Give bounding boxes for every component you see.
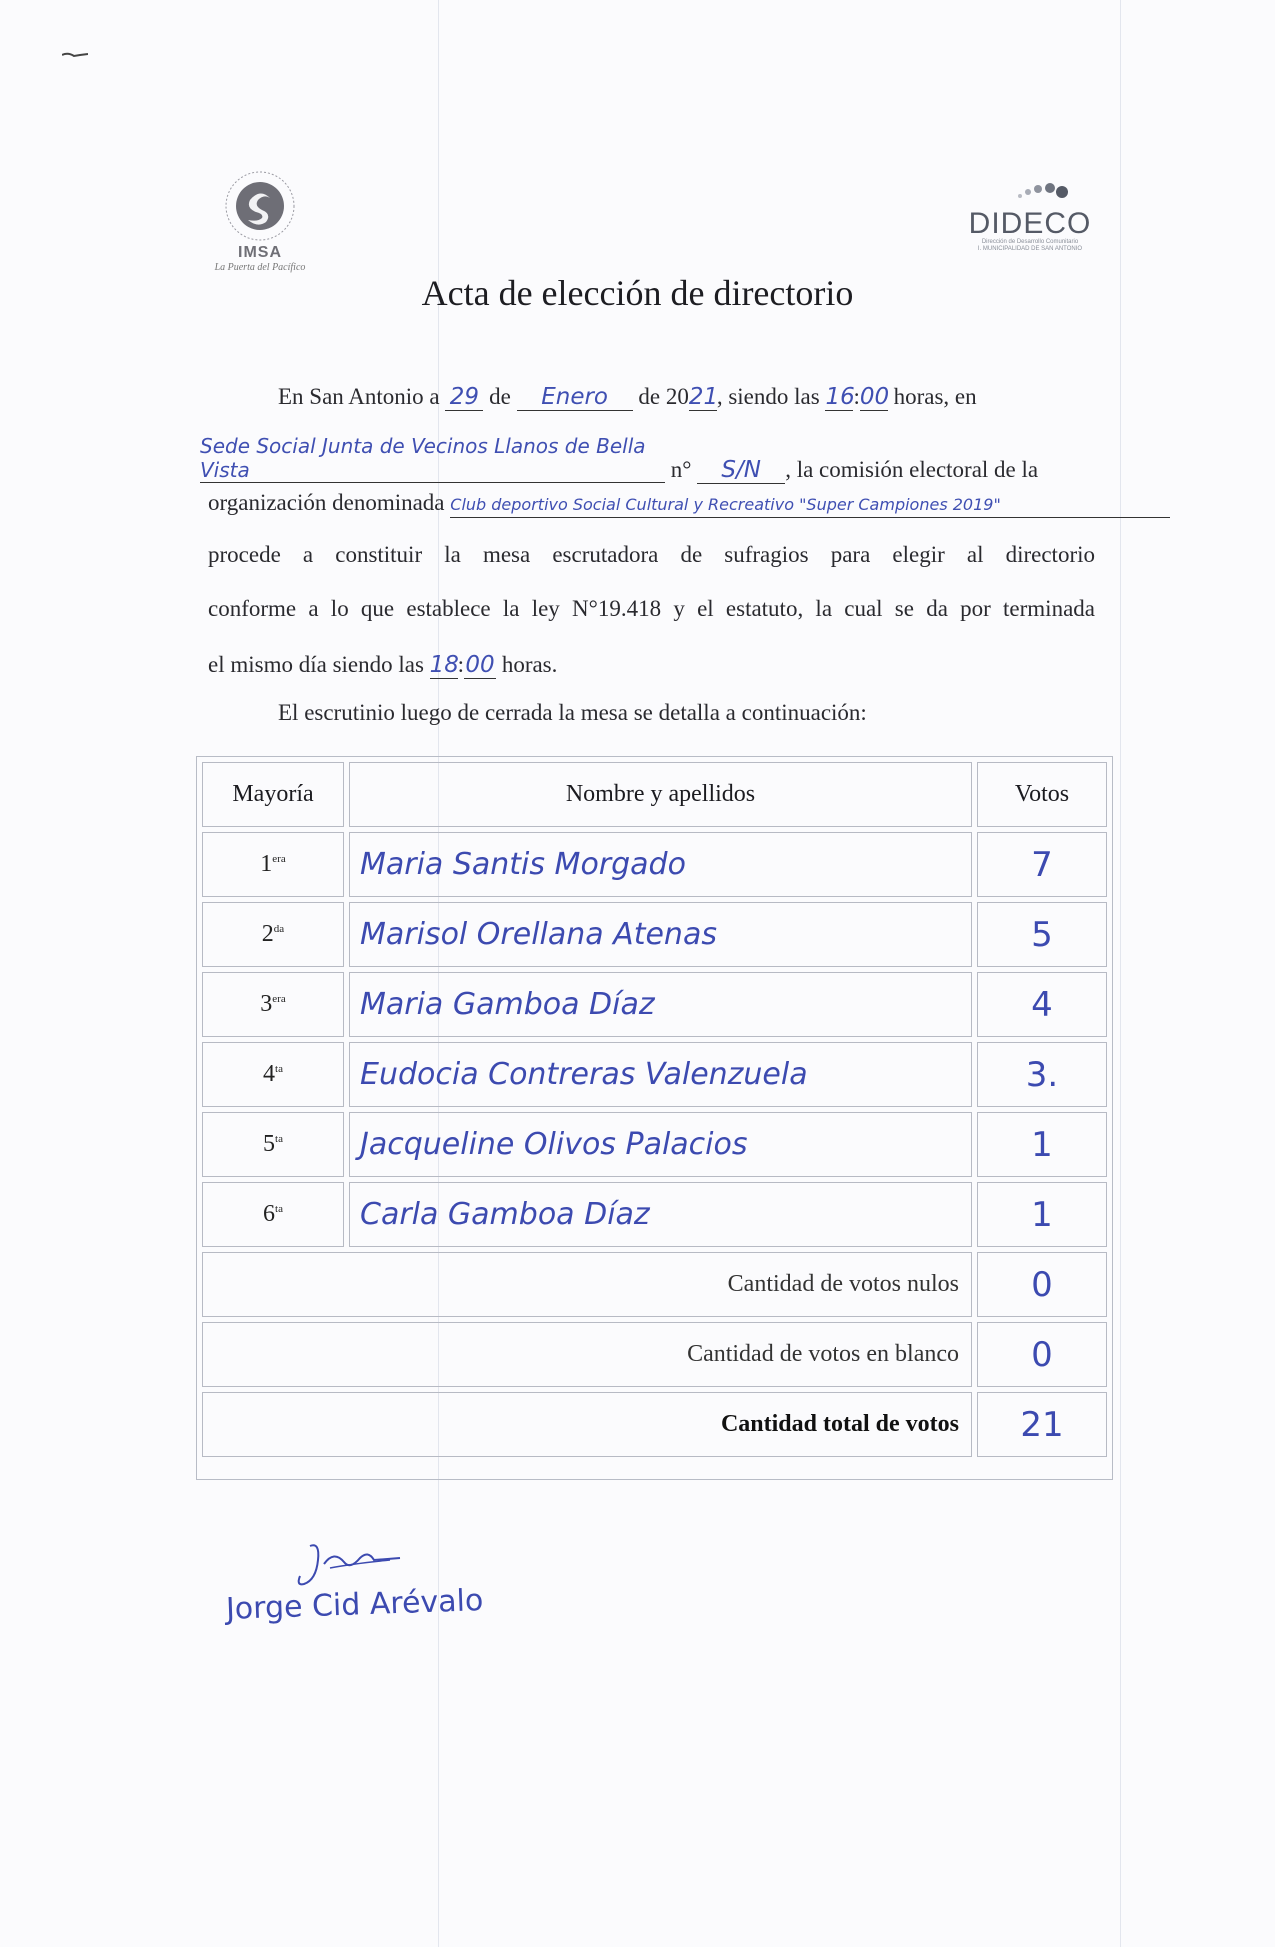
candidate-votes: 7 (977, 832, 1107, 897)
place-field: Sede Social Junta de Vecinos Llanos de Bella Vista (200, 434, 665, 483)
number-field: S/N (697, 457, 785, 484)
dideco-logo (968, 178, 1092, 253)
document-title: Acta de elección de directorio (421, 273, 854, 313)
text-horas-en: horas, en (893, 384, 977, 409)
text-numero: n° (670, 457, 692, 482)
day-field: 29 (445, 384, 483, 411)
rank-suffix: ta (275, 1133, 283, 1145)
imsa-name: IMSA (238, 244, 282, 261)
dideco-dots-icon (990, 178, 1070, 202)
rank-suffix: era (272, 853, 286, 865)
total-votes-row (202, 1392, 1107, 1457)
year-field: 21 (688, 384, 719, 410)
intro-line-4: procede a constituir la mesa escrutadora de sufragios para elegir al directorio (208, 542, 1095, 567)
table-row (202, 832, 1107, 897)
dideco-subtitle: Dirección de Desarrollo Comunitario (981, 239, 1079, 245)
table-header-row (202, 762, 1107, 827)
month-field: Enero (517, 384, 633, 411)
blank-votes-row (202, 1322, 1107, 1387)
candidate-votes: 1 (977, 1112, 1107, 1177)
text-horas: horas. (501, 652, 558, 677)
candidate-votes: 3. (977, 1042, 1107, 1107)
intro-line-1: En San Antonio a 29 de Enero de 2021, siendo las 16:00 horas, en (278, 384, 977, 410)
rank-number: 1 (260, 851, 273, 877)
table-row (202, 1042, 1107, 1107)
results-table (196, 756, 1113, 1480)
candidate-votes: 1 (977, 1182, 1107, 1247)
intro-line-2 (200, 434, 1095, 484)
signature-name: Jorge Cid Arévalo (225, 1583, 484, 1627)
text-de: de (489, 384, 511, 409)
organization-name-field: Club deportivo Social Cultural y Recreativo "Super Campiones 2019" (450, 493, 1170, 518)
rank-number: 3 (260, 991, 273, 1017)
text-comision: , la comisión electoral de la (785, 457, 1039, 482)
intro-line-7: El escrutinio luego de cerrada la mesa se detalla a continuación: (278, 700, 867, 725)
dideco-subtitle: I. MUNICIPALIDAD DE SAN ANTONIO (977, 246, 1083, 252)
null-votes-value: 0 (977, 1252, 1107, 1317)
null-votes-row (202, 1252, 1107, 1317)
total-votes-label: Cantidad total de votos (202, 1392, 972, 1457)
rank-suffix: da (273, 923, 285, 935)
table-row (202, 1112, 1107, 1177)
header-rank: Mayoría (202, 762, 344, 827)
rank-number: 2 (261, 921, 274, 947)
start-hour-field: 16 (825, 384, 855, 410)
text-de-20: de 20 (638, 384, 689, 409)
candidate-name: Marisol Orellana Atenas (349, 902, 972, 967)
candidate-votes: 4 (977, 972, 1107, 1037)
text-mismo-dia: el mismo día siendo las (208, 652, 424, 677)
total-votes-value: 21 (977, 1392, 1107, 1457)
candidate-name: Eudocia Contreras Valenzuela (349, 1042, 972, 1107)
header-name: Nombre y apellidos (349, 762, 972, 827)
signature (220, 1540, 560, 1640)
table-row (202, 902, 1107, 967)
imsa-logo (205, 170, 315, 273)
table-row (202, 972, 1107, 1037)
end-hour-field: 18 (429, 652, 459, 678)
header-votes: Votos (977, 762, 1107, 827)
intro-line-3 (208, 490, 1248, 518)
rank-cell (202, 1112, 344, 1177)
rank-cell (202, 972, 344, 1037)
candidate-votes: 5 (977, 902, 1107, 967)
text-siendo: , siendo las (716, 384, 820, 409)
rank-cell (202, 1042, 344, 1107)
rank-suffix: ta (275, 1203, 283, 1215)
imsa-motto: La Puerta del Pacífico (214, 262, 306, 273)
rank-number: 6 (263, 1201, 276, 1227)
rank-cell (202, 1182, 344, 1247)
dideco-name: DIDECO (968, 207, 1092, 240)
candidate-name: Carla Gamboa Díaz (349, 1182, 972, 1247)
rank-suffix: ta (275, 1063, 283, 1075)
rank-number: 5 (263, 1131, 276, 1157)
start-minute-field: 00 (859, 384, 890, 410)
table-row (202, 1182, 1107, 1247)
intro-line-5: conforme a lo que establece la ley N°19.418 y el estatuto, la cual se da por terminada (208, 596, 1095, 621)
null-votes-label: Cantidad de votos nulos (202, 1252, 972, 1317)
rank-cell (202, 902, 344, 967)
candidate-name: Maria Gamboa Díaz (349, 972, 972, 1037)
paper-speck (62, 52, 88, 58)
rank-suffix: era (272, 993, 286, 1005)
text-organizacion: organización denominada (208, 490, 445, 515)
blank-votes-value: 0 (977, 1322, 1107, 1387)
rank-cell (202, 832, 344, 897)
intro-line-6: el mismo día siendo las 18:00 horas. (208, 652, 558, 678)
text-city: En San Antonio a (278, 384, 440, 409)
end-minute-field: 00 (465, 652, 495, 678)
rank-number: 4 (263, 1061, 276, 1087)
candidate-name: Jacqueline Olivos Palacios (349, 1112, 972, 1177)
candidate-name: Maria Santis Morgado (349, 832, 972, 897)
imsa-seal-icon (224, 170, 296, 242)
blank-votes-label: Cantidad de votos en blanco (202, 1322, 972, 1387)
